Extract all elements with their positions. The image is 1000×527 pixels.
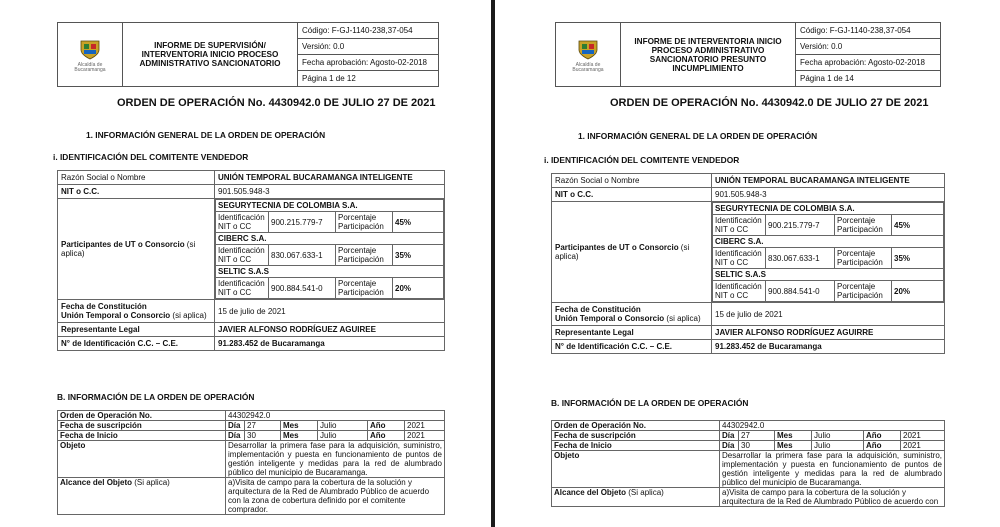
objeto-value: Desarrollar la primera fase para la adquisición, suministro, implementación y puesta en funcionamiento de puntos de gestión inteligente y medidas para la red de alumbrado público del municipio de Bucaramanga. <box>226 441 445 478</box>
inicio-label: Fecha de Inicio <box>58 431 226 441</box>
inicio-mes: Julio <box>812 441 864 451</box>
objeto-value: Desarrollar la primera fase para la adquisición, suministro, implementación y puesta en funcionamiento de puntos de gestión inteligente y medidas para la red de alumbrado público del municipio de Bucaramanga. <box>720 451 945 488</box>
section-1-heading: 1. INFORMACIÓN GENERAL DE LA ORDEN DE OPERACIÓN <box>86 130 326 140</box>
member-ident-label: Identificación NIT o CC <box>713 248 766 269</box>
alcance-label-bold: Alcance del Objeto <box>60 478 133 487</box>
header-fecha: Fecha aprobación: Agosto-02-2018 <box>298 55 439 71</box>
member-ident-label: Identificación NIT o CC <box>216 245 269 266</box>
document-page-1 <box>0 0 498 527</box>
susc-ano: 2021 <box>901 431 945 441</box>
member-pct: 20% <box>393 278 444 299</box>
razon-label: Razón Social o Nombre <box>552 174 712 188</box>
nit-value: 901.505.948-3 <box>712 188 945 202</box>
ano-label: Año <box>864 441 901 451</box>
susc-label: Fecha de suscripción <box>58 421 226 431</box>
member-pct: 45% <box>393 212 444 233</box>
fecha-const-label <box>58 300 215 323</box>
inicio-ano: 2021 <box>901 441 945 451</box>
member-pct: 45% <box>892 215 944 236</box>
member-nit: 830.067.633-1 <box>269 245 336 266</box>
alcance-label-rest: (Si aplica) <box>132 478 170 487</box>
dia-label: Día <box>226 421 245 431</box>
participantes-label-rest: (si aplica) <box>555 243 690 261</box>
member-name: CIBERC S.A. <box>216 233 444 245</box>
susc-label: Fecha de suscripción <box>552 431 720 441</box>
section-b-heading: B. INFORMACIÓN DE LA ORDEN DE OPERACIÓN <box>57 392 255 402</box>
razon-value: UNIÓN TEMPORAL BUCARAMANGA INTELIGENTE <box>215 171 445 185</box>
member-porc-label: Porcentaje Participación <box>336 278 393 299</box>
rep-value: JAVIER ALFONSO RODRÍGUEZ AGUIREE <box>215 323 445 337</box>
logo-cell <box>58 23 123 87</box>
fecha-const-label-2: Unión Temporal o Consorcio <box>555 314 665 323</box>
document-header <box>57 22 439 87</box>
participantes-label-bold: Participantes de UT o Consorcio <box>61 240 185 249</box>
participantes-label-bold: Participantes de UT o Consorcio <box>555 243 679 252</box>
dia-label: Día <box>226 431 245 441</box>
susc-dia: 27 <box>245 421 281 431</box>
mes-label: Mes <box>775 441 812 451</box>
header-codigo: Código: F-GJ-1140-238,37-054 <box>796 23 941 39</box>
member-pct: 35% <box>393 245 444 266</box>
member-ident-label: Identificación NIT o CC <box>713 281 766 302</box>
ano-label: Año <box>864 431 901 441</box>
document-page-2 <box>496 0 1000 527</box>
participantes-cell <box>712 202 945 303</box>
dia-label: Día <box>720 441 739 451</box>
orden-table <box>57 410 445 515</box>
fecha-const-label-1: Fecha de Constitución <box>555 305 641 314</box>
header-fecha: Fecha aprobación: Agosto-02-2018 <box>796 55 941 71</box>
header-title: INFORME DE INTERVENTORIA INICIO PROCESO ADMINISTRATIVO SANCIONATORIO PRESUNTO INCUMPLIMIENTO <box>621 23 796 87</box>
inicio-label: Fecha de Inicio <box>552 441 720 451</box>
comitente-table <box>551 173 945 354</box>
participantes-label-rest: (si aplica) <box>61 240 196 258</box>
fecha-const-label-2: Unión Temporal o Consorcio <box>61 311 171 320</box>
orden-no-label: Orden de Operación No. <box>552 421 720 431</box>
member-porc-label: Porcentaje Participación <box>835 248 892 269</box>
alcance-label-bold: Alcance del Objeto <box>554 488 627 497</box>
section-i-heading: i. IDENTIFICACIÓN DEL COMITENTE VENDEDOR <box>544 155 740 165</box>
participantes-label <box>58 199 215 300</box>
header-version: Versión: 0.0 <box>298 39 439 55</box>
rep-value: JAVIER ALFONSO RODRÍGUEZ AGUIRRE <box>712 326 945 340</box>
ano-label: Año <box>368 431 405 441</box>
orden-no-value: 44302942.0 <box>226 411 445 421</box>
nit-value: 901.505.948-3 <box>215 185 445 199</box>
rep-label: Representante Legal <box>552 326 712 340</box>
member-nit: 830.067.633-1 <box>766 248 835 269</box>
city-crest-icon <box>78 37 102 61</box>
member-ident-label: Identificación NIT o CC <box>216 278 269 299</box>
objeto-label: Objeto <box>58 441 226 478</box>
alcance-label <box>552 488 720 507</box>
inicio-ano: 2021 <box>405 431 445 441</box>
id-value: 91.283.452 de Bucaramanga <box>712 340 945 354</box>
inicio-dia: 30 <box>739 441 775 451</box>
mes-label: Mes <box>281 421 318 431</box>
member-pct: 35% <box>892 248 944 269</box>
member-porc-label: Porcentaje Participación <box>336 212 393 233</box>
alcance-label-rest: (Si aplica) <box>626 488 664 497</box>
orden-table <box>551 420 945 507</box>
member-ident-label: Identificación NIT o CC <box>713 215 766 236</box>
document-header <box>555 22 941 87</box>
alcance-value: a)Visita de campo para la cobertura de la solución y arquitectura de la Red de Alumbrado Público de acuerdo con la zona de cobertura definido por el comitente comprador. <box>226 478 445 515</box>
member-porc-label: Porcentaje Participación <box>835 281 892 302</box>
participantes-table <box>712 202 944 302</box>
id-label: N° de Identificación C.C. – C.E. <box>58 337 215 351</box>
header-codigo: Código: F-GJ-1140-238,37-054 <box>298 23 439 39</box>
fecha-const-label-3: (si aplica) <box>170 311 207 320</box>
member-nit: 900.215.779-7 <box>766 215 835 236</box>
city-crest-icon <box>576 37 600 61</box>
susc-ano: 2021 <box>405 421 445 431</box>
logo-caption: Alcaldía de Bucaramanga <box>572 61 604 73</box>
orden-no-label: Orden de Operación No. <box>58 411 226 421</box>
member-name: SELTIC S.A.S <box>216 266 444 278</box>
member-name: CIBERC S.A. <box>713 236 944 248</box>
nit-label: NIT o C.C. <box>552 188 712 202</box>
orden-no-value: 44302942.0 <box>720 421 945 431</box>
fecha-const-label-3: (si aplica) <box>664 314 701 323</box>
member-name: SELTIC S.A.S <box>713 269 944 281</box>
page-divider <box>491 0 495 527</box>
inicio-dia: 30 <box>245 431 281 441</box>
mes-label: Mes <box>281 431 318 441</box>
order-title: ORDEN DE OPERACIÓN No. 4430942.0 DE JULIO 27 DE 2021 <box>117 97 436 109</box>
nit-label: NIT o C.C. <box>58 185 215 199</box>
fecha-const-label-1: Fecha de Constitución <box>61 302 147 311</box>
member-name: SEGURYTECNIA DE COLOMBIA S.A. <box>216 200 444 212</box>
participantes-table <box>215 199 444 299</box>
order-title: ORDEN DE OPERACIÓN No. 4430942.0 DE JULIO 27 DE 2021 <box>610 97 929 109</box>
comitente-table <box>57 170 445 351</box>
section-b-heading: B. INFORMACIÓN DE LA ORDEN DE OPERACIÓN <box>551 398 749 408</box>
razon-value: UNIÓN TEMPORAL BUCARAMANGA INTELIGENTE <box>712 174 945 188</box>
header-pagina: Página 1 de 12 <box>298 71 439 87</box>
member-pct: 20% <box>892 281 944 302</box>
member-name: SEGURYTECNIA DE COLOMBIA S.A. <box>713 203 944 215</box>
header-title: INFORME DE SUPERVISIÓN/ INTERVENTORIA INICIO PROCESO ADMINISTRATIVO SANCIONATORIO <box>123 23 298 87</box>
header-version: Versión: 0.0 <box>796 39 941 55</box>
alcance-value: a)Visita de campo para la cobertura de la solución y arquitectura de la Red de Alumbrado Público de acuerdo con <box>720 488 945 507</box>
participantes-cell <box>215 199 445 300</box>
ano-label: Año <box>368 421 405 431</box>
fecha-const-label <box>552 303 712 326</box>
participantes-label <box>552 202 712 303</box>
id-value: 91.283.452 de Bucaramanga <box>215 337 445 351</box>
member-nit: 900.215.779-7 <box>269 212 336 233</box>
objeto-label: Objeto <box>552 451 720 488</box>
member-ident-label: Identificación NIT o CC <box>216 212 269 233</box>
susc-dia: 27 <box>739 431 775 441</box>
alcance-label <box>58 478 226 515</box>
razon-label: Razón Social o Nombre <box>58 171 215 185</box>
mes-label: Mes <box>775 431 812 441</box>
logo-caption: Alcaldía de Bucaramanga <box>74 61 106 73</box>
member-porc-label: Porcentaje Participación <box>336 245 393 266</box>
member-porc-label: Porcentaje Participación <box>835 215 892 236</box>
section-1-heading: 1. INFORMACIÓN GENERAL DE LA ORDEN DE OPERACIÓN <box>578 131 818 141</box>
dia-label: Día <box>720 431 739 441</box>
member-nit: 900.884.541-0 <box>269 278 336 299</box>
susc-mes: Julio <box>812 431 864 441</box>
inicio-mes: Julio <box>318 431 368 441</box>
rep-label: Representante Legal <box>58 323 215 337</box>
header-pagina: Página 1 de 14 <box>796 71 941 87</box>
fecha-const-value: 15 de julio de 2021 <box>712 303 945 326</box>
section-i-heading: i. IDENTIFICACIÓN DEL COMITENTE VENDEDOR <box>53 152 249 162</box>
member-nit: 900.884.541-0 <box>766 281 835 302</box>
id-label: N° de Identificación C.C. – C.E. <box>552 340 712 354</box>
susc-mes: Julio <box>318 421 368 431</box>
logo-cell <box>556 23 621 87</box>
fecha-const-value: 15 de julio de 2021 <box>215 300 445 323</box>
